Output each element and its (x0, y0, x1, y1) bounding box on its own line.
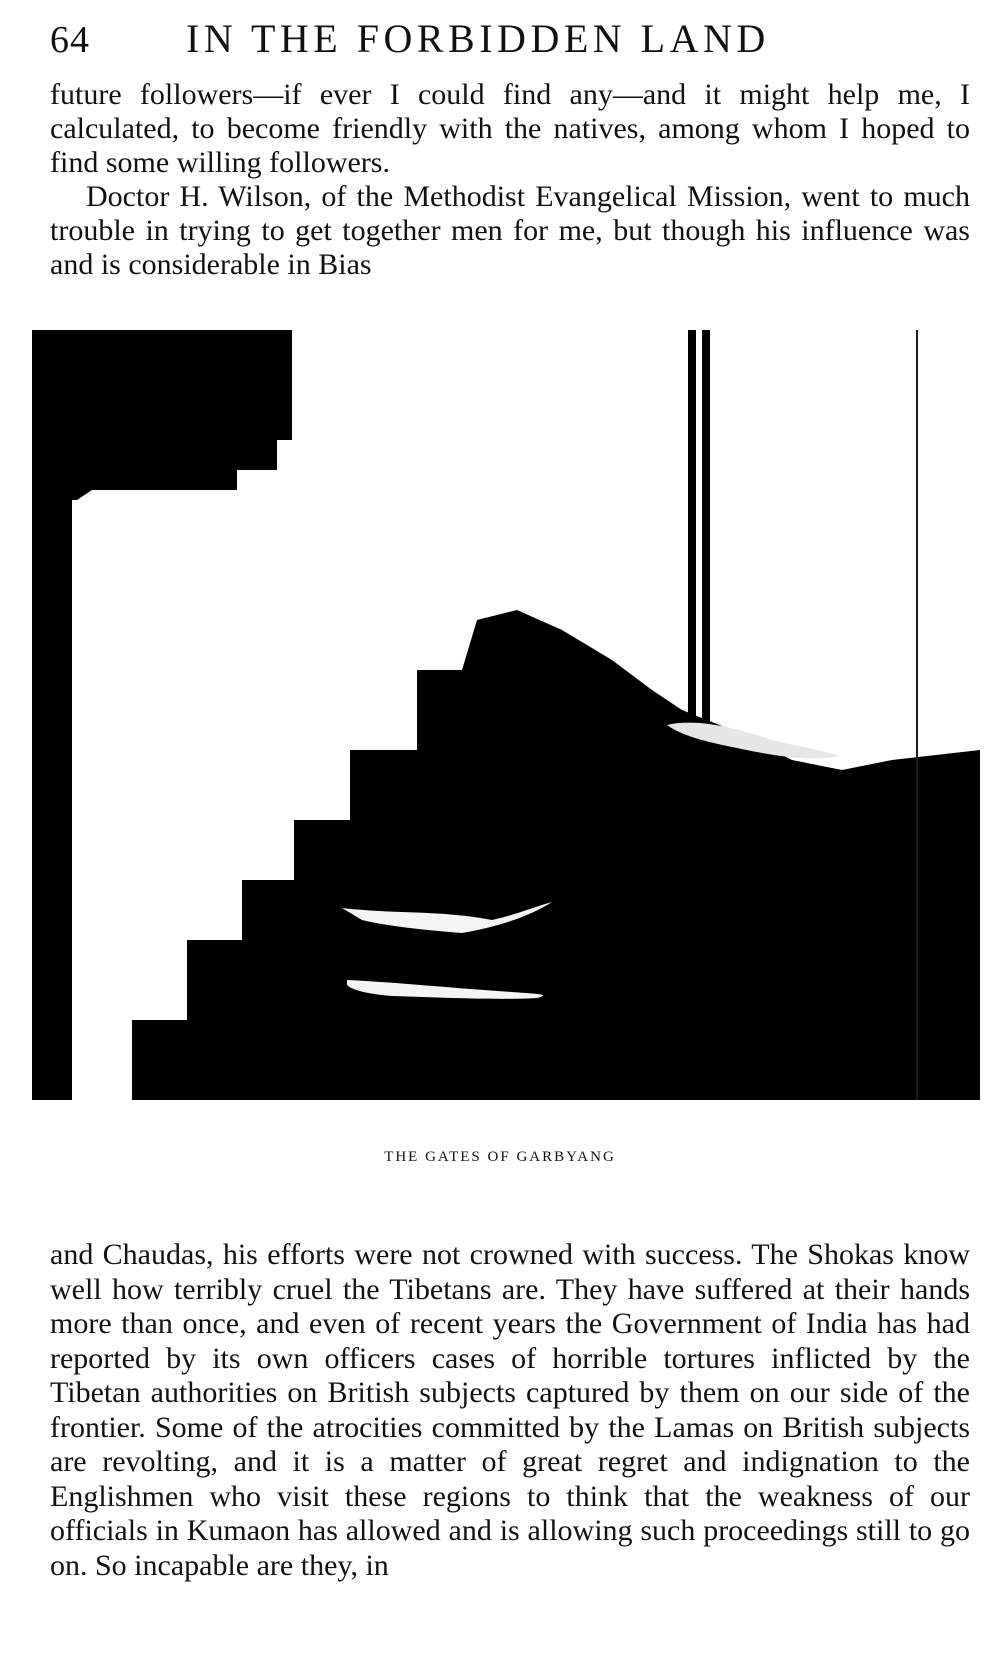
gate-highlight (72, 500, 80, 1100)
paragraph-wilson: Doctor H. Wilson, of the Methodist Evangelical Mission, went to much trouble in trying to get together men for me, but though his influence was and is considerable in Bias (50, 180, 970, 281)
photo-plate (32, 330, 980, 1100)
flagpole-left (688, 330, 696, 750)
top-text-block (50, 78, 970, 282)
paragraph-continuation: future followers—if ever I could find any—and it might help me, I calculated, to become friendly with the natives, among whom I hoped to find some willing followers. (50, 78, 970, 179)
overhang-shadow (32, 330, 292, 440)
plate-caption: THE GATES OF GARBYANG (384, 1149, 616, 1165)
flagpole-right (702, 330, 710, 750)
gates-photograph (32, 330, 980, 1100)
page-header (50, 14, 970, 64)
running-head: IN THE FORBIDDEN LAND (186, 16, 770, 61)
page-number: 64 (50, 19, 90, 61)
right-edge-line (916, 330, 918, 1100)
bottom-text-block (50, 1238, 970, 1583)
paragraph-chaudas: and Chaudas, his efforts were not crowned with success. The Shokas know well how terribly cruel the Tibetans are. They have suffered at their hands more than once, and even of recent years the Government of India has had reported by its own officers cases of horrible tortures inflicted by the Tibetan authorities on British subjects captured by them on our side of the frontier. Some of the atrocities committed by the Lamas on British subjects are revolting, and it is a matter of great regret and indignation to the Englishmen who visit these regions to think that the weakness of our officials in Kumaon has allowed and is allowing such proceedings still to go on. So incapable are they, in (50, 1238, 970, 1582)
